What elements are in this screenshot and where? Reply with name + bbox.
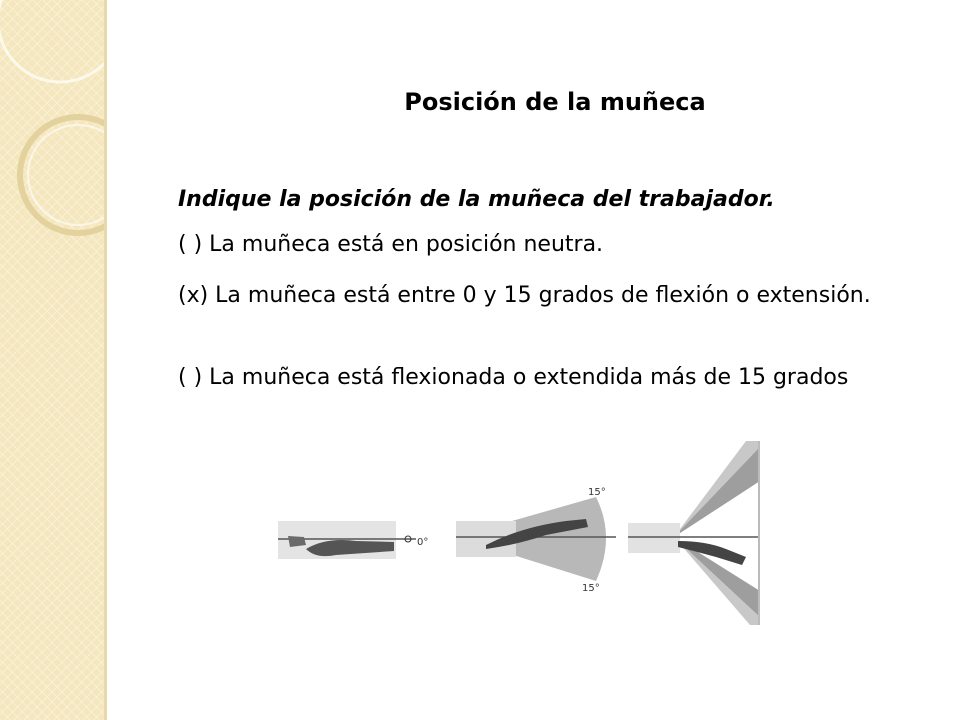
- option-0-15-degrees: (x) La muñeca está entre 0 y 15 grados de flexión o extensión.: [178, 283, 871, 308]
- decorative-circles: [0, 0, 104, 720]
- panel2-angle-label-top: 15°: [588, 487, 606, 498]
- panel-over-15: [628, 441, 760, 625]
- panel-0-15: [456, 487, 616, 594]
- wrist-position-figure: [276, 441, 760, 625]
- instruction-text: Indique la posición de la muñeca del trabajador.: [178, 187, 775, 212]
- slide-title: [100, 88, 960, 116]
- decorative-sidebar: [0, 0, 104, 720]
- panel2-angle-label-bottom: 15°: [582, 583, 600, 594]
- panel-neutral: [278, 521, 428, 559]
- option-neutral: ( ) La muñeca está en posición neutra.: [178, 232, 604, 257]
- panel1-angle-label: 0°: [417, 537, 429, 548]
- slide-title-text: Posición de la muñeca: [404, 88, 706, 116]
- option-more-than-15-degrees: ( ) La muñeca está flexionada o extendida más de 15 grados: [178, 365, 849, 390]
